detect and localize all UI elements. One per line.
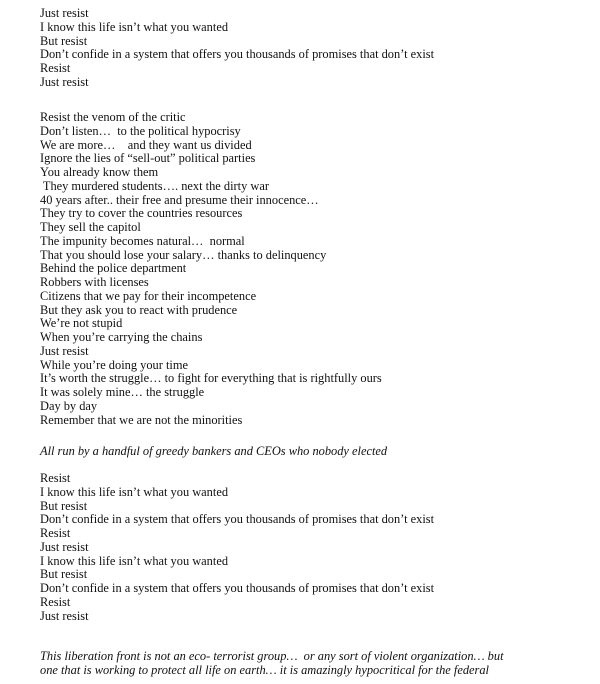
poem-line: Day by day (40, 398, 98, 413)
poem-line: Don’t confide in a system that offers you thousands of promises that don’t exist (40, 581, 435, 595)
stanza-3 (40, 472, 434, 623)
poem-line: Don’t confide in a system that offers you thousands of promises that don’t exist (40, 512, 435, 527)
italic-note: All run by a handful of greedy bankers and CEOs who nobody elected (40, 444, 388, 458)
closing-line: one that is working to protect all life on earth… it is amazingly hypocritical for the federal (40, 662, 490, 677)
poem-line: While you’re doing your time (40, 357, 188, 372)
poem-line: But resist (40, 33, 88, 48)
poem-line: Resist (40, 61, 71, 75)
poem-line: Remember that we are not the minorities (40, 412, 243, 427)
poem-line: Resist (40, 594, 71, 609)
poem-line: We are more… and they want us divided (40, 137, 252, 152)
poem-line: You already know them (40, 165, 159, 179)
poem-line: I know this life isn’t what you wanted (40, 484, 229, 499)
poem-line: Just resist (40, 74, 89, 89)
stanza-1 (40, 7, 434, 90)
poem-line: The impunity becomes natural… normal (40, 233, 245, 248)
poem-line: Just resist (40, 539, 89, 554)
poem-line: I know this life isn’t what you wanted (40, 19, 229, 34)
poem-line: When you’re carrying the chains (40, 330, 203, 344)
poem-line: Don’t listen… to the political hypocrisy (40, 123, 241, 138)
closing-paragraph (40, 650, 590, 678)
poem-line: Don’t confide in a system that offers you thousands of promises that don’t exist (40, 47, 435, 62)
poem-line: But resist (40, 567, 88, 582)
poem-line: It was solely mine… the struggle (40, 385, 205, 399)
poem-line: They murdered students…. next the dirty war (40, 178, 269, 193)
poem-line: But they ask you to react with prudence (40, 302, 238, 317)
poem-line: Behind the police department (40, 261, 187, 276)
poem-line: That you should lose your salary… thanks to delinquency (40, 247, 327, 262)
poem-line: Citizens that we pay for their incompetence (40, 288, 257, 303)
poem-line: Just resist (40, 608, 89, 623)
poem-line: We’re not stupid (40, 316, 123, 331)
poem-line: Resist (40, 526, 71, 540)
poem-line: I know this life isn’t what you wanted (40, 553, 229, 568)
poem-line: 40 years after.. their free and presume their innocence… (40, 192, 319, 207)
closing-line: This liberation front is not an eco- terrorist group… or any sort of violent organization… but (40, 649, 504, 663)
poem-line: Ignore the lies of “sell-out” political parties (40, 151, 256, 166)
poem-line: Just resist (40, 343, 89, 358)
poem-line: But resist (40, 498, 88, 513)
poem-line: It’s worth the struggle… to fight for everything that is rightfully ours (40, 371, 382, 386)
poem-line: They try to cover the countries resources (40, 206, 243, 221)
poem-line: Resist (40, 471, 71, 485)
poem-line: Just resist (40, 6, 89, 20)
poem-line: Resist the venom of the critic (40, 110, 186, 124)
poem-line: Robbers with licenses (40, 275, 149, 289)
poem-line: They sell the capitol (40, 220, 141, 234)
stanza-2 (40, 111, 382, 427)
